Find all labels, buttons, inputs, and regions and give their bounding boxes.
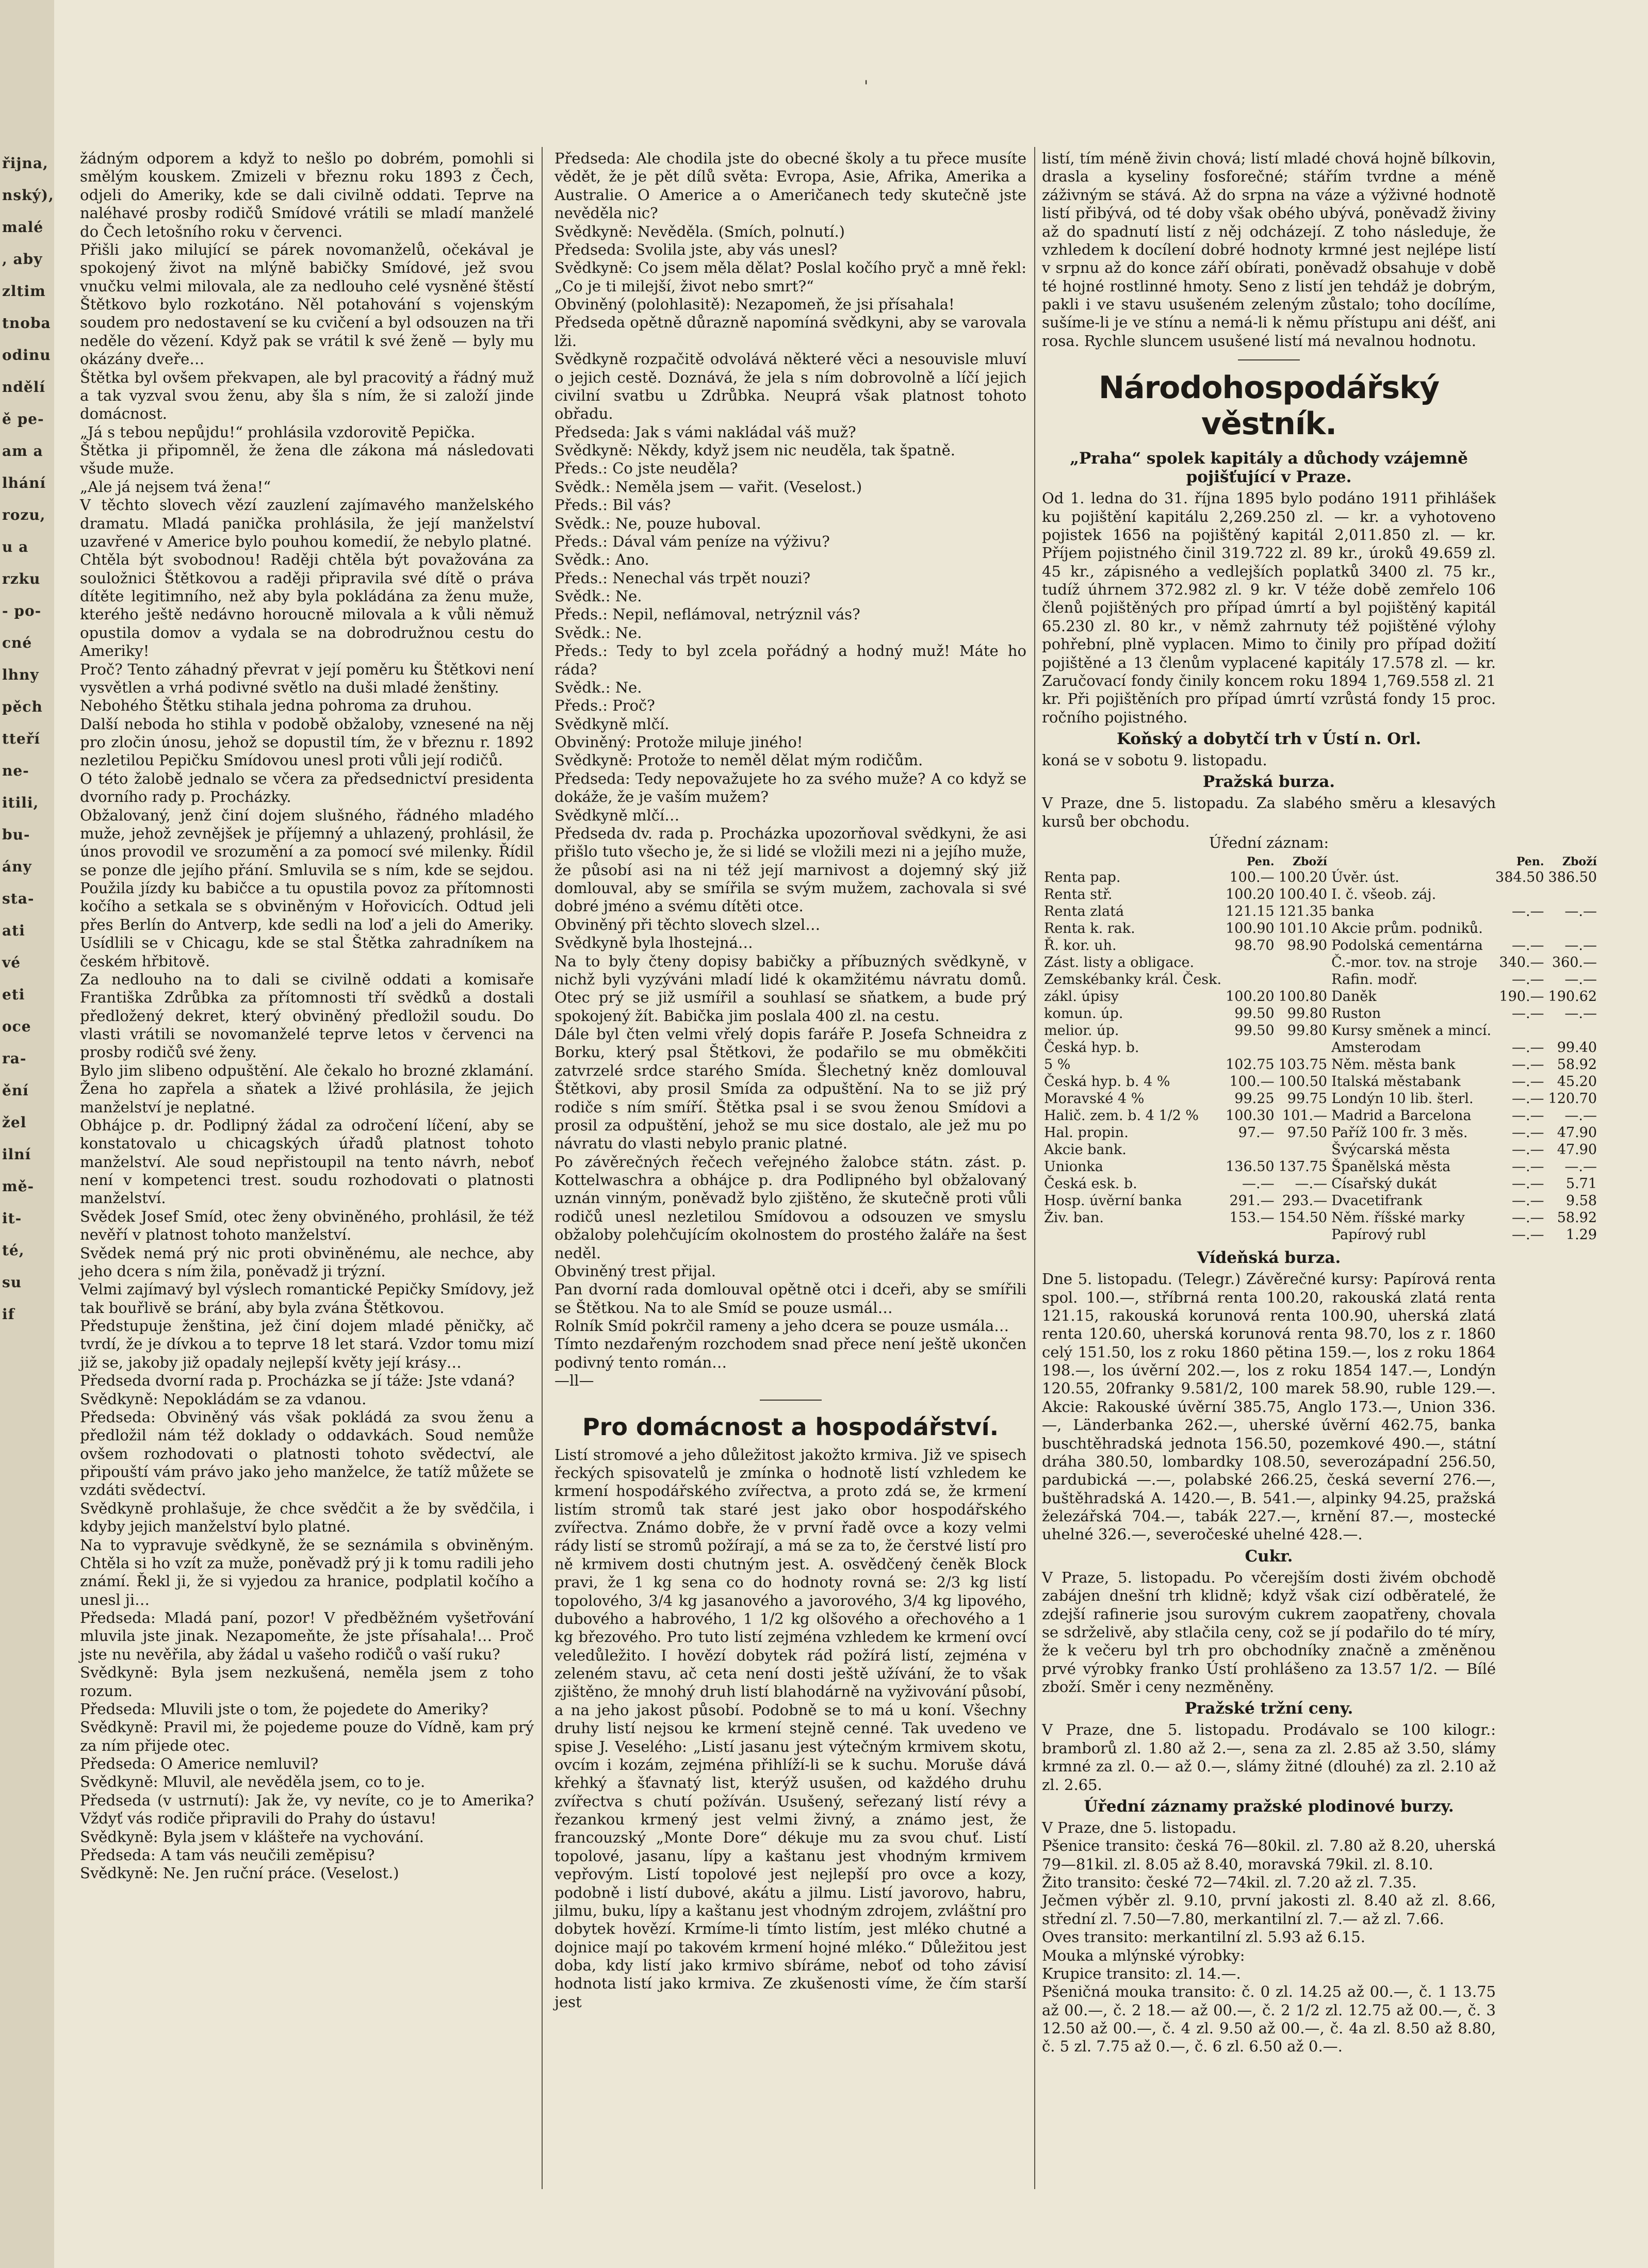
table-row [1042,1124,1599,1141]
table-cell: 97.50 [1287,1125,1328,1141]
section-divider [760,1400,822,1401]
edge-fragment: tteří [2,730,41,747]
table-cell: —.— [1564,903,1597,920]
edge-fragment: řijna, [2,155,48,172]
table-cell: Renta stř. [1044,886,1113,903]
table-cell: 58.92 [1557,1057,1597,1073]
edge-fragment: ndělí [2,379,46,396]
table-cell: 100.90 [1226,921,1275,937]
table-row [1042,988,1599,1005]
table-row [1042,1107,1599,1124]
edge-fragment: ne- [2,762,29,779]
table-cell: 101.— [1282,1108,1328,1124]
edge-fragment: pěch [2,698,43,715]
column-3 [1042,150,1597,2192]
table-cell: 293.— [1282,1193,1328,1209]
table-cell: Hosp. úvěrní banka [1044,1193,1182,1209]
table-cell: 102.75 [1226,1057,1275,1073]
market-prices-title: Pražské tržní ceny. [1184,1699,1353,1718]
table-cell: 190.— [1499,989,1544,1005]
table-cell [1223,954,1276,971]
edge-fragment: cné [2,634,32,651]
table-cell: 9.58 [1565,1193,1597,1209]
table-cell: komun. úp. [1044,1006,1123,1022]
prague-exchange-title: Pražská burza. [1202,773,1335,792]
table-cell: 99.50 [1234,1023,1275,1039]
table-cell: Zást. listy a obligace. [1044,955,1195,971]
table-row [1042,1209,1599,1226]
table-cell: I. č. všeob. záj. [1331,886,1437,903]
table-cell: Akcie bank. [1044,1142,1127,1158]
horse-market-text: koná se v sobotu 9. listopadu. [1042,751,1267,769]
table-header-cell: Zboží [1293,855,1328,869]
household-section-heading: Pro domácnost a hospodářství. [582,1412,999,1441]
table-cell: Renta k. rak. [1044,921,1135,937]
table-cell: Ř. kor. uh. [1044,938,1117,954]
edge-fragment: eti [2,986,25,1003]
adjacent-page-edge [0,0,54,2268]
table-cell: 190.62 [1548,989,1597,1005]
table-cell: —.— [1242,1176,1275,1192]
table-cell: Kursy směnek a mincí. [1331,1023,1492,1039]
table-cell: —.— [1564,1108,1597,1124]
table-cell: Ruston [1331,1006,1381,1022]
horse-market-title: Koňský a dobytčí trh v Ústí n. Orl. [1116,730,1422,748]
table-cell: Moravské 4 % [1044,1091,1145,1107]
edge-fragment: lhny [2,666,39,683]
table-cell: Švýcarská města [1331,1142,1450,1158]
table-cell: Císařský dukát [1331,1176,1437,1192]
table-row [1042,1039,1599,1056]
table-cell: 100.20 [1226,989,1275,1005]
scan-mark: ' [864,77,869,95]
produce-exchange-title: Úřední záznamy pražské plodinové burzy. [1084,1797,1454,1816]
table-cell [1546,886,1599,903]
table-row [1042,903,1599,920]
table-cell: 98.70 [1234,938,1275,954]
edge-fragment: zltim [2,283,46,300]
court-report-part-2: Předseda: Ale chodila jste do obecné školy a tu přece musíte vědět, že je pět dílů světa: Evropa, Asie, Afrika, Amerika a Australie. O Americe a o Američanech tedy skutečně jste nevěděla nic? Svědkyně: Nevěděla. (Smích, polnutí.) Předseda: Svolila jste, aby vás unesl? Svědkyně: Co jsem měla dělat? Poslal kočího pryč a mně řekl: „Co je ti milejší, život nebo smrt?“ Obviněný (polohlasitě): Nezapomeň, že jsi přísahala! Předseda opětně důrazně napomíná svědkyni, aby se varovala lži. Svědkyně rozpačitě odvolává některé věci a nesouvisle mluví o jejich cestě. Doznává, že jela s ním dobrovolně a líčí jejich civilní svatbu u Zdrůbka. Neuprá však platnost tohoto obřadu. Předseda: Jak s vámi nakládal váš muž? Svědkyně: Někdy, když jsem nic neuděla, tak špatně. Předs.: Co jste neuděla? Svědk.: Neměla jsem — vařit. (Veselost.) Předs.: Bil vás? Svědk.: Ne, pouze huboval. Předs.: Dával vám peníze na výživu? Svědk.: Ano. Předs.: Nenechal vás trpět nouzi? Svědk.: Ne. Předs.: Nepil, neflámoval, netrýznil vás? Svědk.: Ne. Předs.: Tedy to byl zcela pořádný a hodný muž! Máte ho ráda? Svědk.: Ne. Předs.: Proč? Svědkyně mlčí. Obviněný: Protože miluje jiného! Svědkyně: Protože to neměl dělat mým rodičům. Předseda: Tedy nepovažujete ho za svého muže? A co když se dokáže, že je vaším mužem? Svědkyně mlčí… Předseda dv. rada p. Procházka upozorňoval svědkyni, že asi přišlo tuto všecho je, že si lidé se vložili mezi ni a jejího muže, že působí asi na ni též její marnivost a dojemný ský již domlouval, aby se smířila se svým mužem, zachovala si své dobré jméno a svému dítěti otce. Obviněný při těchto slovech slzel… Svědkyně byla lhostejná… Na to byly čteny dopisy babičky a příbuzných svědkyně, v nichž byli vyzýváni mladí lidé k okamžitému návratu domů. Otec prý se již usmířil a souhlasí se sňatkem, a bude prý spokojený žít. Babička jim poslala 400 zl. na cestu. Dále byl čten velmi vřelý dopis faráře P. Josefa Schneidra z Borku, který psal Štětkovi, že podařilo se mu obměkčiti zatvrzelé srdce starého Smída. Šlechetný kněz domlouval Štětkovi, aby prosil Smída za odpuštění. Na to se již prý rodiče s ním smíří. Štětka psal i se svou ženou Smídovi a prosil za odpuštění, jehož se mu sice dostalo, ale jež mu po návratu do vlasti nebylo pranic platné. Po závěrečných řečech veřejného žalobce státn. zást. p. Kottelwaschra a obhájce p. dra Podlipného byl obžalovaný uznán vinným, poněvadž bylo zjištěno, že skutečně proti vůli rodičů unesl nezletilou Smídovou a odsouzen ve smyslu obžaloby polehčujícím okolnostem do prostého žaláře na šest neděl. Obviněný trest přijal. Pan dvorní rada domlouval opětně otci i dceři, aby se smířili se Štětkou. Na to ale Smíd se pouze usmál… Rolník Smíd pokrčil rameny a jeho dcera se pouze usmála… Tímto nezdařeným rozchodem snad přece není ještě ukončen podivný tento román… —ll— [554,150,1026,1390]
edge-fragment: oce [2,1018,31,1035]
official-record-label: Úřední záznam: [1209,834,1329,852]
table-cell [1042,1226,1223,1243]
table-cell [1223,1141,1276,1158]
table-cell: 100.30 [1226,1108,1275,1124]
edge-fragment: tnoba [2,315,51,332]
table-cell: Italská městabank [1331,1074,1461,1090]
table-cell: 360.— [1552,955,1597,971]
table-cell: Živ. ban. [1044,1210,1104,1226]
table-cell [1546,920,1599,937]
table-cell: Č.-mor. tov. na stroje [1331,955,1478,971]
table-cell: —.— [1511,1176,1544,1192]
table-row [1042,1022,1599,1039]
table-row [1042,1141,1599,1158]
table-cell: —.— [1295,1176,1328,1192]
table-cell [1546,1022,1599,1039]
table-cell: Něm. říšské marky [1331,1210,1465,1226]
table-cell: 101.10 [1278,921,1328,937]
table-cell: 5 % [1044,1057,1071,1073]
economic-section-heading: Národohospodářský věstník. [1098,370,1440,442]
edge-fragment: su [2,1274,22,1291]
table-cell: —.— [1511,1108,1544,1124]
leaves-fodder-article: Listí stromové a jeho důležitost jakožto krmiva. Již ve spisech řeckých spisovatelů je zmínka o hodnotě listí vzhledem ke krmení hospodářského zvířectva, a proto zdá se, že krmení listím stromů tak staré jest jako obor hospodářského zvířectva. Známo dobře, že v první řadě ovce a kozy velmi rády listí se stromů požírají, a má se za to, že čerstvé listí pro ně krmivem dosti chutným jest. A. osvědčený čeněk Block pravi, že 1 kg sena co do hodnoty rovná se: 2/3 kg listí topolového, 3/4 kg jasanového a javorového, 3/4 kg lipového, dubového a habrového, 1 1/2 kg olšového a ořechového a 1 kg březového. Pro tuto listí zejména vzhledem ke krmení ovcí veledůležito. I hovězí dobytek rád požírá listí, zejména v zeleném stavu, ač ceta není dosti ještě užívání, že to však zjištěno, že mnohý druh listí blahodárně na vyživování působí, a na jeho jakost působí. Podobně se to má u koní. Všechny druhy listí nejsou ke krmení stejně cenné. Tak uvedeno ve spise J. Veselého: „Listí jasanu jest výtečným krmivem skotu, ovcím i kozám, zejména přihlíží-li se k suchu. Moruše dává křehký a šťavnatý list, kterýž usušen, od každého druhu zvířectva s chutí požíván. Usušený, seřezaný listí révy a řezankou krmený jest velmi živný, a známo jest, že francouzský „Monte Dore“ dékuje mu za svou chuť. Listí topolové, jasanu, lípy a kaštanu jest vhodným krmivem vepřovým. Listí topolové jest nejlepší pro ovce a kozy, podobně i listí dubové, akátu a jilmu. Listí javorovo, habru, jilmu, buku, lípy a kaštanu jest vhodným zdrojem, zvláštní pro dobytek hovězí. Krmíme-li tímto listím, jest mléko chutné a dojnice mají po takovém krmení hojné mléko.“ Důležitou jest doba, kdy listí jako krmivo sbíráme, neboť od toho závisí hodnota listí jako krmiva. Ze zkušenosti víme, že čím starší jest [554,1445,1026,2011]
table-cell [1223,1039,1276,1056]
table-cell: Unionka [1044,1159,1103,1175]
edge-fragment: nský), [2,187,54,204]
edge-fragment: ilní [2,1146,31,1163]
table-cell: —.— [1564,972,1597,988]
table-row [1042,1005,1599,1022]
table-cell: —.— [1564,938,1597,954]
table-cell: 137.75 [1278,1159,1328,1175]
table-cell: —.— [1511,1142,1544,1158]
edge-fragment: rozu, [2,506,46,523]
table-cell [1277,1226,1329,1243]
table-cell: 386.50 [1548,869,1597,886]
table-cell: 121.35 [1278,903,1328,920]
edge-fragment: u a [2,538,29,555]
edge-fragment: ění [2,1082,29,1099]
edge-fragment: ati [2,922,25,939]
table-cell: 47.90 [1557,1125,1597,1141]
table-cell: 136.50 [1226,1159,1275,1175]
table-cell: Něm. města bank [1331,1057,1456,1073]
sugar-title: Cukr. [1245,1547,1293,1566]
column-2 [554,150,1026,2192]
edge-fragment: - po- [2,602,42,619]
table-cell: 99.80 [1287,1023,1328,1039]
table-cell: 340.— [1499,955,1544,971]
produce-exchange-text: V Praze, dne 5. listopadu. Pšenice transito: česká 76—80kil. zl. 7.80 až 8.20, uherská 79—81kil. zl. 8.05 až 8.40, moravská 79kil. zl. 8.10. Žito transito: české 72—74kil. zl. 7.20 až zl. 7.35. Ječmen výběr zl. 9.10, první jakosti zl. 8.40 až zl. 8.66, střední zl. 7.50—7.80, merkantilní zl. 7.— až zl. 7.66. Oves transito: merkantilní zl. 5.93 až 6.15. Mouka a mlýnské výrobky: Krupice transito: zl. 14.—. Pšeničná mouka transito: č. 0 zl. 14.25 až 00.—, č. 1 13.75 až 00.—, č. 2 18.— až 00.—, č. 2 1/2 zl. 12.75 až 00.—, č. 3 12.50 až 00.—, č. 4 zl. 9.50 až 00.—, č. 4a zl. 8.50 až 8.80, č. 5 zl. 7.75 až 0.—, č. 6 zl. 6.50 až 0.—. [1042,1818,1496,2056]
table-cell: Halič. zem. b. 4 1/2 % [1044,1108,1199,1124]
edge-fragment: ány [2,858,32,875]
table-cell: Zemskébanky král. Česk. [1044,972,1222,988]
table-cell [1223,971,1276,988]
table-cell: Daněk [1331,989,1377,1005]
table-cell: 103.75 [1278,1057,1328,1073]
table-row [1042,954,1599,971]
edge-fragment: ě pe- [2,410,44,428]
edge-fragment: lhání [2,474,46,491]
table-cell: Česká hyp. b. 4 % [1044,1074,1170,1090]
table-cell [1277,971,1329,988]
table-cell: —.— [1511,1006,1544,1022]
edge-fragment: sta- [2,890,35,907]
table-cell: Podolská cementárna [1331,938,1483,954]
edge-fragment: mě- [2,1178,35,1195]
table-row [1042,937,1599,954]
table-cell: —.— [1511,1057,1544,1073]
table-cell: 99.50 [1234,1006,1275,1022]
table-cell: —.— [1511,1040,1544,1056]
table-cell: —.— [1511,1159,1544,1175]
table-row [1042,1192,1599,1209]
table-cell: 100.— [1229,869,1275,886]
table-cell: Akcie prům. podniků. [1331,921,1483,937]
table-cell: Úvěr. úst. [1331,869,1399,886]
table-cell [1493,1022,1546,1039]
table-cell: Amsterodam [1331,1040,1422,1056]
praha-insurance-text: Od 1. ledna do 31. října 1895 bylo podáno 1911 přihlášek ku pojištění kapitálu 2,269.250 zl. — kr. a vyhotoveno pojistek 1656 na pojištěný kapitál 2,011.850 zl. — kr. Příjem pojistného činil 319.722 zl. 89 kr., úroků 49.659 zl. 45 kr., zápisného a vedlejších poplatků 3400 zl. 75 kr., tudíž úhrnem 372.982 zl. 9 kr. V téže době zemřelo 106 členů pojištěných pro případ úmrtí a byl pojištěný kapitál 65.230 zl. 80 kr., v němž zahrnuty též pojištěné výlohy pohřební, plně vyplacen. Mimo to činily pro případ dožití pojištěné a 13 členům vyplacené kapitály 17.578 zl. — kr. Zaručovací fondy činily koncem roku 1894 1,769.558 zl. 21 kr. Při pojištěních pro případ úmrtí vzrůstá fondy 15 proc. ročního pojistného. [1042,489,1496,726]
table-cell [1493,886,1546,903]
table-cell: melior. úp. [1044,1023,1119,1039]
edge-fragment: rzku [2,570,41,587]
table-cell: —.— [1511,972,1544,988]
table-cell: —.— [1564,1159,1597,1175]
edge-fragment: té, [2,1242,25,1259]
table-cell: —.— [1511,1227,1544,1243]
vienna-exchange-title: Vídeňská burza. [1197,1248,1341,1268]
table-cell [1223,1226,1276,1243]
edge-fragment: odinu [2,347,51,364]
table-cell: 154.50 [1278,1210,1328,1226]
table-cell: Rafin. modř. [1331,972,1418,988]
table-cell: 5.71 [1565,1176,1597,1192]
table-cell: 58.92 [1557,1210,1597,1226]
edge-fragment: it- [2,1210,22,1227]
table-cell [1277,1141,1329,1158]
edge-fragment: ra- [2,1050,27,1067]
table-cell: 384.50 [1495,869,1544,886]
market-prices-text: V Praze, dne 5. listopadu. Prodávalo se 100 kilogr.: bramborů zl. 1.80 až 2.—, sena za zl. 2.85 až 3.50, slámy krmné za zl. 0.— až 0.—, slámy žitné (dlouhé) za zl. 2.10 až zl. 2.65. [1042,1721,1496,1794]
table-cell: Madrid a Barcelona [1331,1108,1472,1124]
table-cell: Španělská města [1331,1159,1451,1175]
table-cell: 99.40 [1557,1040,1597,1056]
edge-fragment: bu- [2,826,30,843]
table-row [1042,1226,1599,1243]
table-cell: 98.90 [1287,938,1328,954]
table-cell: 1.29 [1565,1227,1597,1243]
edge-fragment: malé [2,219,44,236]
table-cell: 100.— [1229,1074,1275,1090]
column-divider-1 [542,147,543,2189]
table-cell: 97.— [1238,1125,1275,1141]
edge-fragment: , aby [2,251,43,268]
table-row [1042,869,1599,886]
sugar-text: V Praze, 5. listopadu. Po včerejším dosti živém obchodě zabájen dnešní trh klidně; když však cizí odběratelé, že zdejší rafinerie jsou surovým cukrem zaopatřeny, chovala se sdrželivě, aby stlačila ceny, což se jí podařilo do té míry, že k večeru byl trh pro obchodníky značně a změněnou prvé výrobky franko Ústí prohlášeno za 13.57 1/2. — Bílé zboží. Směr i ceny nezměněny. [1042,1568,1496,1696]
table-cell: Paříž 100 fr. 3 měs. [1331,1125,1468,1141]
table-row [1042,1056,1599,1073]
table-cell: 99.25 [1234,1091,1275,1107]
table-cell: 153.— [1229,1210,1275,1226]
edge-fragment: vé [2,954,21,971]
table-row [1042,920,1599,937]
edge-fragment: itili, [2,794,39,811]
court-report-part-1: žádným odporem a když to nešlo po dobrém, pomohli si smělým kouskem. Zmizeli v březnu roku 1893 z Čech, odjeli do Ameriky, kde se dali civilně oddati. Teprve na naléhavé prosby rodičů Smídové vrátili se mladí manželé do Čech letošního roku v červenci. Přišli jako milující se párek novomanželů, očekával je spokojený život na mlýně babičky Smídové, jež svou vnučku velmi milovala, ale za nedlouho celé vysněné štěstí Štětkovo bylo rozkotáno. Něl potahování s vojenským soudem pro nedostavení se ku cvičení a byl odsouzen na tři neděle do vězení. Když pak se vrátil k své ženě — byly mu okázány dveře… Štětka byl ovšem překvapen, ale byl pracovitý a řádný muž a tak vyzval svou ženu, aby šla s ním, že si založí jinde domácnost. „Já s tebou nepůjdu!“ prohlásila vzdorovitě Pepička. Štětka ji připomněl, že žena dle zákona má následovati všude muže. „Ale já nejsem tvá žena!“ V těchto slovech vězí zauzlení zajímavého manželského dramatu. Mladá panička prohlásila, že její manželství uzavřené v Americe bylo pouhou komedií, že nebylo platné. Chtěla být svobodnou! Raději chtěla být považována za souložnici Štětkovou a raději připravila své dítě o práva dítěte legitimního, než aby byla pokládána za ženu muže, kterého ještě nedávno horoucně milovala a k vůli němuž opustila domov a vydala se na dobrodružnou cestu do Ameriky! Proč? Tento záhadný převrat v její poměru ku Štětkovi není vysvětlen a vrhá podivné světlo na duši mladé ženštiny. Nebohého Štětku stihala jedna pohroma za druhou. Další neboda ho stihla v podobě obžaloby, vznesené na něj pro zločin únosu, jehož se dopustil tím, že v březnu r. 1892 nezletilou Pepičku Smídovou unesl proti vůli její rodičů. O této žalobě jednalo se včera za předsednictví presidenta dvorního rady p. Procházky. Obžalovaný, jenž činí dojem slušného, řádného mladého muže, jehož zevnějšek je příjemný a uhlazený, prohlásil, že únos provodil ve srozumění a za pomocí své milenky. Řídil se ponze dle jejího přání. Smluvila se s ním, kde se sejdou. Použila jízdy ku babičce a tu opustila povoz za přítomnosti kočího a setkala se s obviněným v Hořovicích. Odtud jeli přes Berlín do Antverp, kde sedli na loď a jeli do Ameriky. Usídlili se v Chicagu, kde se stal Štětka zahradníkem na českém hřbitově. Za nedlouho na to dali se civilně oddati a komisaře Františka Zdrůbka za přítomnosti tří svědků a dostali předložený dekret, který obviněný předložil soudu. Do vlasti vrátili se novomanželé teprve letos v červenci na prosby rodičů své ženy. Bylo jim slibeno odpuštění. Ale čekalo ho brozné zklamání. Žena ho zapřela a sňatek a lživé prohlásila, že jejich manželství je neplatné. Obhájce p. dr. Podlipný žádal za odročení líčení, aby se konstatovalo u chicagských úřadů platnost tohoto manželství. Ale soud nepřistoupil na tento návrh, neboť není v kompetenci trest. soudu rozhodovati o platnosti manželství. Svědek Josef Smíd, otec ženy obviněného, prohlásil, že též nevěří v platnost tohoto manželství. Svědek nemá prý nic proti obviněnému, ale nechce, aby jeho dcera s ním žila, poněvadž ji trýzní. Velmi zajímavý byl výslech romantické Pepičky Smídovy, jež tak bouřlivě se brání, aby byla zvána Štětkovou. Předstupuje ženština, jež činí dojem mladé pěničky, ač tvrdí, že je dívkou a to teprve 18 let stará. Vzdor tomu mizí již se, jakoby již opadaly nejlepší květy její krásy… Předseda dvorní rada p. Procházka se jí táže: Jste vdaná? Svědkyně: Nepokládám se za vdanou. Předseda: Obviněný vás však pokládá za svou ženu a předložil nám též doklady o oddavkách. Soud nemůže ovšem rozhodovati o platnosti tohoto svědectví, ale připouští vám právo jako jeho manželce, že tatíž můžete se vzdáti svědectví. Svědkyně prohlašuje, že chce svědčit a že by svědčila, i kdyby jejich manželství bylo platné. Na to vypravuje svědkyně, že se seznámila s obviněným. Chtěla si ho vzít za muže, poněvadž prý ji k tomu radili jeho známí. Řekl ji, že si vyjedou za hranice, podplatil kočího a unesl ji… Předseda: Mladá paní, pozor! V předběžném vyšetřování mluvila jste jinak. Nezapomeňte, že jste přísahala!… Proč jste nu nevěřila, aby žádal u vašeho rodičů o vaší ruku? Svědkyně: Byla jsem nezkušená, neměla jsem z toho rozum. Předseda: Mluvili jste o tom, že pojedete do Ameriky? Svědkyně: Pravil mi, že pojedeme pouze do Vídně, kam prý za ním přijede otec. Předseda: O Americe nemluvil? Svědkyně: Mluvil, ale nevěděla jsem, co to je. Předseda (v ustrnutí): Jak že, vy nevíte, co je to Amerika? Vždyť vás rodiče připravili do Prahy do ústavu! Svědkyně: Byla jsem v klášteře na vychování. Předseda: A tam vás neučili zeměpisu? Svědkyně: Ne. Jen ruční práce. (Veselost.) [80,150,534,1882]
table-cell: 100.50 [1278,1074,1328,1090]
newspaper-page [62,0,1648,2268]
table-header-cell: Zboží [1562,855,1597,869]
table-cell: —.— [1511,938,1544,954]
column-divider-2 [1034,147,1035,2189]
table-cell: 47.90 [1557,1142,1597,1158]
edge-fragment: am a [2,442,43,459]
table-cell [1493,920,1546,937]
table-cell: —.— [1511,1193,1544,1209]
table-header-cell [1329,854,1493,869]
table-row [1042,971,1599,988]
table-header-cell: Pen. [1246,855,1275,869]
table-cell: zákl. úpisy [1044,989,1119,1005]
table-cell: 100.20 [1226,886,1275,903]
table-cell: —.— [1511,903,1544,920]
table-cell: 99.80 [1287,1006,1328,1022]
leaves-article-continued: listí, tím méně živin chová; listí mladé chová hojně bílkovin, drasla a kyseliny fosforečné; stářím tvrdne a méně záživným se stává. Až do srpna na váze a výživné hodnotě listí přibývá, od té doby však obého ubývá, poněvadž živiny až do spadnutí listí z něj odcházejí. Z toho následuje, že vzhledem k docílení dobré hodnoty krmné jest nejlépe listí v srpnu až do konce září obírati, poněvadž obsahuje v době té hojné rostlinné hmoty. Seno z listí jen tehdáž je dobrým, pakli i ve stavu usušeném zeleným zůstalo; toho docílíme, sušíme-li je ve stínu a nemá-li k němu přístupu ani déšť, ani rosa. Rychle sluncem usušené listí má nevalnou hodnotu. [1042,150,1496,350]
table-cell: —.— [1511,1125,1544,1141]
table-row [1042,1090,1599,1107]
table-cell: Česká hyp. b. [1044,1040,1139,1056]
table-cell: 291.— [1229,1193,1275,1209]
table-cell: 100.80 [1278,989,1328,1005]
exchange-rates-table [1042,854,1599,1243]
section-divider [1238,359,1300,360]
table-row [1042,1175,1599,1192]
table-cell: Londýn 10 lib. šterl. [1331,1091,1474,1107]
table-cell: 121.15 [1226,903,1275,920]
table-cell: 100.40 [1278,886,1328,903]
table-cell [1277,954,1329,971]
table-header-row [1042,854,1599,869]
table-cell [1277,1039,1329,1056]
table-cell: banka [1331,903,1375,920]
table-cell: Renta zlatá [1044,903,1124,920]
edge-fragment: if [2,1306,15,1323]
table-row [1042,886,1599,903]
table-cell: 120.70 [1548,1091,1597,1107]
table-row [1042,1073,1599,1090]
table-row [1042,1158,1599,1175]
table-header-cell [1042,854,1223,869]
table-cell: Česká esk. b. [1044,1176,1137,1192]
table-cell: —.— [1511,1091,1544,1107]
vienna-exchange-text: Dne 5. listopadu. (Telegr.) Závěrečné kursy: Papírová renta spol. 100.—, stříbrná renta 100.20, rakouská zlatá renta 121.15, rakouská korunová renta 100.90, uherská zlatá renta 120.60, uherská korunová renta 98.70, los z r. 1860 celý 151.50, los z roku 1860 pětina 159.—, los z roku 1864 198.—, los úvěrní 202.—, los z roku 1854 147.—, Londýn 120.55, 20franky 9.581/2, 100 marek 58.90, ruble 129.—. Akcie: Rakouské úvěrní 385.75, Anglo 173.—, Union 336.—, Länderbanka 262.—, uherské úvěrní 462.75, banka buschtěhradská jednota 156.50, pozemkové 490.—, státní dráha 380.50, lombardky 108.50, severozápadní 256.50, pardubická —.—, polabské 266.25, česká severní 276.—, buštěhradská A. 1420.—, B. 541.—, alpinky 94.25, pražská železářská 704.—, tabák 227.—, krnění 87.—, mostecké uhelné 326.—, severočeské uhelné 428.—. [1042,1270,1496,1543]
edge-fragment: žel [2,1114,27,1131]
table-cell: —.— [1511,1074,1544,1090]
table-cell: —.— [1564,1006,1597,1022]
prague-exchange-text: V Praze, dne 5. listopadu. Za slabého směru a klesavých kursů ber obchodu. [1042,794,1496,830]
table-cell: 100.20 [1278,869,1328,886]
table-cell: 99.75 [1287,1091,1328,1107]
table-cell: Renta pap. [1044,869,1121,886]
table-cell: 45.20 [1557,1074,1597,1090]
column-1 [80,150,534,2192]
table-cell: Hal. propin. [1044,1125,1129,1141]
praha-insurance-title: „Praha“ spolek kapitály a důchody vzájemně pojišťující v Praze. [1070,449,1468,487]
table-header-cell: Pen. [1516,855,1544,869]
table-cell: Dvacetifrank [1331,1193,1423,1209]
table-cell: Papírový rubl [1331,1227,1426,1243]
table-cell: —.— [1511,1210,1544,1226]
